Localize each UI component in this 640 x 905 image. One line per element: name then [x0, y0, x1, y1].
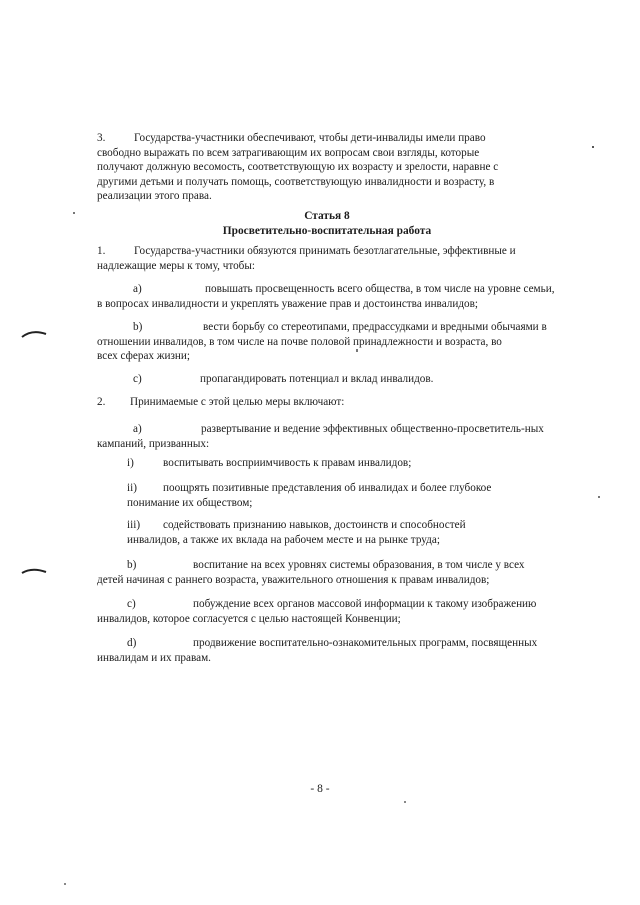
paragraph-line: реализации этого права.	[97, 190, 212, 203]
paragraph-line: получают должную весомость, соответствующую их возрасту и зрелости, наравне с	[97, 161, 499, 174]
paragraph-1	[97, 244, 516, 273]
paragraph-line: Государства-участники обеспечивают, чтобы дети-инвалиды имели право	[134, 132, 486, 144]
paragraph-line: содействовать признанию навыков, достоинств и способностей	[163, 519, 466, 531]
scan-speck	[592, 146, 594, 148]
paragraph-1b	[97, 320, 547, 364]
paragraph-line: отношении инвалидов, в том числе на почве половой принадлежности и возраста, во	[97, 335, 502, 348]
scan-speck	[73, 212, 75, 214]
page-number: - 8 -	[310, 783, 330, 795]
paragraph-line: надлежащие меры к тому, чтобы:	[97, 259, 255, 272]
paragraph-line: вести борьбу со стереотипами, предрассудками и вредными обычаями в	[203, 321, 547, 333]
scan-speck	[64, 883, 66, 885]
paragraph-line: пропагандировать потенциал и вклад инвалидов.	[200, 373, 434, 385]
paragraph-label: a)	[133, 283, 142, 295]
paragraph-line: всех сферах жизни;	[97, 350, 191, 363]
paragraph-2a-i	[127, 456, 411, 471]
paragraph-line: в вопросах инвалидности и укреплять уважение прав и достоинства инвалидов;	[97, 297, 478, 310]
paragraph-label: c)	[127, 598, 136, 610]
paragraph-label: iii)	[127, 519, 141, 531]
paragraph-label: 1.	[97, 245, 106, 257]
paragraph-2a-ii	[127, 481, 491, 510]
paragraph-2b	[97, 558, 525, 587]
paragraph-line: продвижение воспитательно-ознакомительных программ, посвященных	[193, 637, 538, 649]
paragraph-line: кампаний, призванных:	[97, 437, 210, 450]
paragraph-label: i)	[127, 457, 134, 469]
article-heading: Статья 8	[304, 210, 350, 222]
paragraph-line: побуждение всех органов массовой информации к такому изображению	[193, 598, 537, 610]
paragraph-label: 2.	[97, 396, 106, 408]
scan-speck	[598, 496, 600, 498]
paragraph-line: Принимаемые с этой целью меры включают:	[130, 396, 345, 408]
paragraph-line: воспитывать восприимчивость к правам инвалидов;	[163, 457, 412, 469]
paragraph-line: воспитание на всех уровнях системы образования, в том числе у всех	[193, 559, 525, 571]
paragraph-line: детей начиная с раннего возраста, уважительного отношения к правам инвалидов;	[97, 573, 490, 586]
paragraph-1c	[97, 372, 433, 387]
paragraph-2d	[97, 636, 537, 665]
article-subheading: Просветительно-воспитательная работа	[222, 225, 432, 237]
paragraph-label: d)	[127, 637, 137, 649]
paragraph-2	[97, 395, 344, 410]
paragraph-line: другими детьми и получать помощь, соответствующую инвалидности и возрасту, в	[97, 175, 495, 188]
paragraph-label: b)	[127, 559, 137, 571]
paragraph-2a	[97, 422, 544, 451]
scan-speck	[404, 801, 406, 803]
paragraph-line: свободно выражать по всем затрагивающим их вопросам свои взгляды, которые	[97, 146, 480, 159]
scan-hole-mark-icon	[20, 328, 50, 340]
paragraph-line: инвалидам и их правам.	[97, 651, 211, 664]
paragraph-line: Государства-участники обязуются принимать безотлагательные, эффективные и	[134, 245, 516, 257]
paragraph-3	[97, 131, 498, 204]
paragraph-label: ii)	[127, 482, 137, 494]
paragraph-line: инвалидов, а также их вклада на рабочем месте и на рынке труда;	[127, 533, 440, 546]
paragraph-label: b)	[133, 321, 143, 333]
paragraph-line: понимание их обществом;	[127, 496, 253, 509]
paragraph-2c	[97, 597, 536, 626]
paragraph-line: поощрять позитивные представления об инвалидах и более глубокое	[163, 482, 492, 494]
paragraph-2a-iii	[127, 518, 466, 547]
paragraph-line: развертывание и ведение эффективных общественно-просветитель-ных	[201, 423, 544, 435]
paragraph-label: a)	[133, 423, 142, 435]
paragraph-line: инвалидов, которое согласуется с целью настоящей Конвенции;	[97, 612, 401, 625]
paragraph-1a	[97, 282, 555, 311]
paragraph-label: 3.	[97, 132, 106, 144]
paragraph-line: повышать просвещенность всего общества, в том числе на уровне семьи,	[205, 283, 555, 295]
scan-speck	[356, 349, 358, 352]
paragraph-label: c)	[133, 373, 142, 385]
scan-hole-mark-icon	[20, 565, 50, 577]
